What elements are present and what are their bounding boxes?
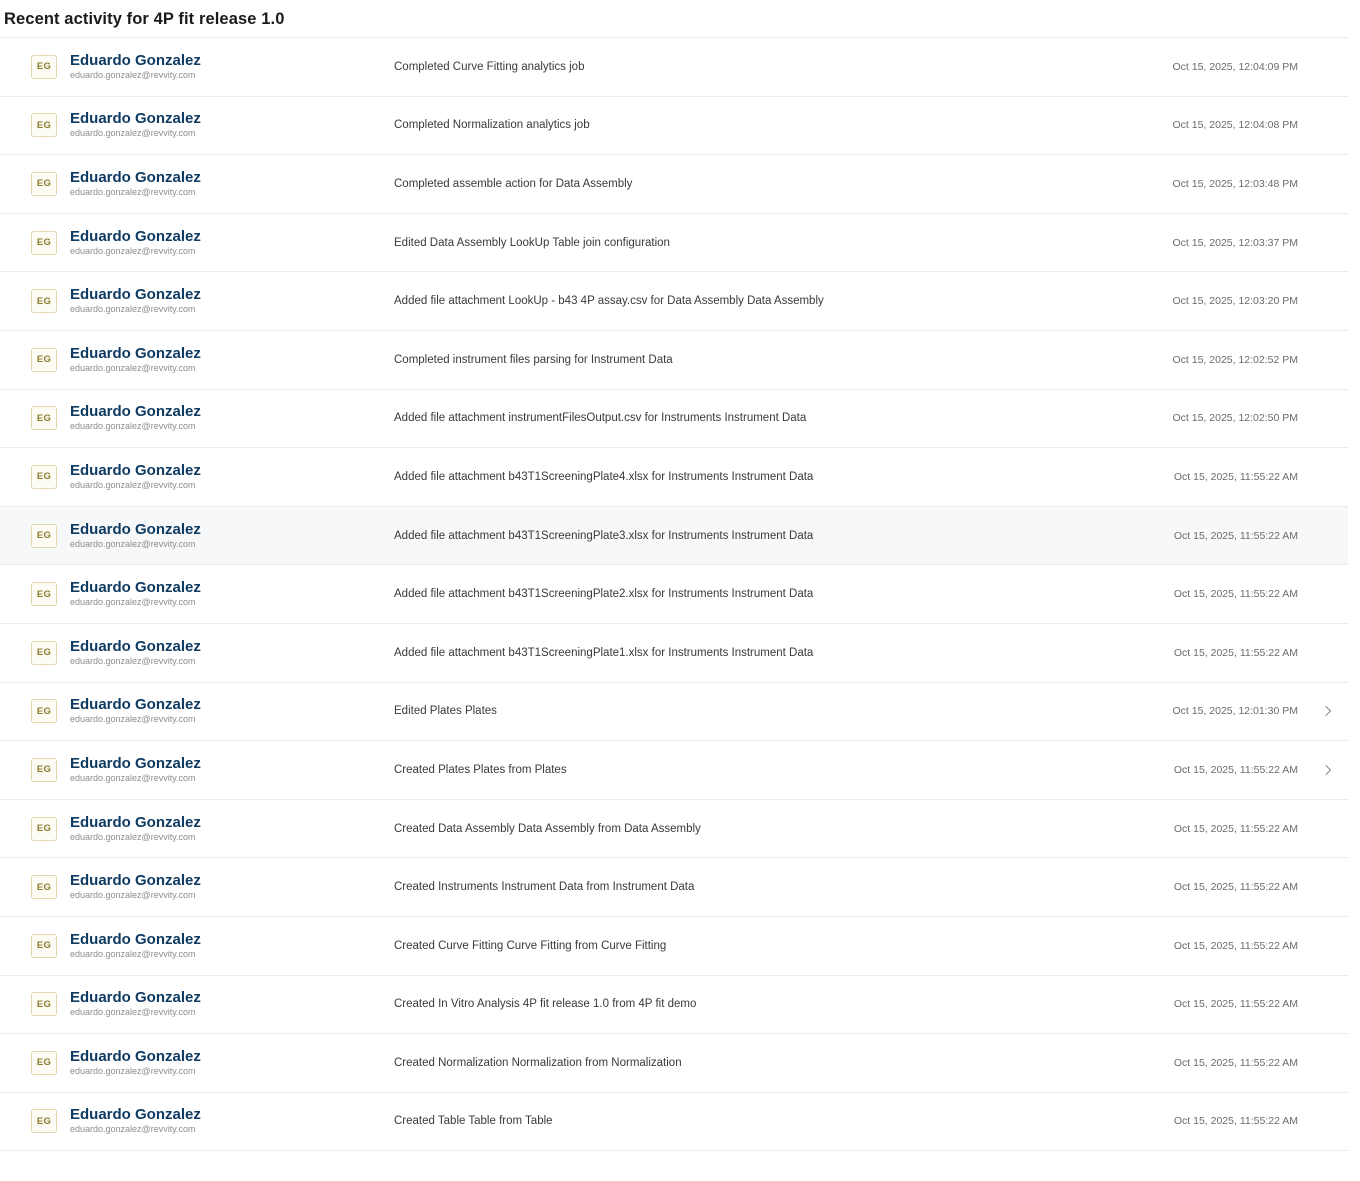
user-cell <box>60 579 388 609</box>
activity-timestamp: Oct 15, 2025, 11:55:22 AM <box>1173 646 1298 659</box>
avatar-cell <box>28 348 60 372</box>
avatar-cell <box>28 465 60 489</box>
chevron-right-icon <box>1308 881 1348 893</box>
chevron-right-icon <box>1308 1115 1348 1127</box>
user-cell <box>60 872 388 902</box>
avatar: EG <box>31 406 57 430</box>
chevron-right-icon <box>1308 471 1348 483</box>
avatar-cell <box>28 641 60 665</box>
activity-timestamp: Oct 15, 2025, 12:02:52 PM <box>1172 353 1298 366</box>
activity-description: Edited Plates Plates <box>394 705 497 718</box>
activity-timestamp: Oct 15, 2025, 12:03:48 PM <box>1172 177 1298 190</box>
avatar: EG <box>31 289 57 313</box>
avatar-cell <box>28 172 60 196</box>
chevron-right-icon <box>1308 588 1348 600</box>
avatar: EG <box>31 641 57 665</box>
activity-timestamp: Oct 15, 2025, 12:02:50 PM <box>1172 412 1298 425</box>
activity-timestamp: Oct 15, 2025, 11:55:22 AM <box>1173 529 1298 542</box>
avatar: EG <box>31 817 57 841</box>
chevron-right-icon <box>1308 412 1348 424</box>
activity-description: Completed instrument files parsing for Instrument Data <box>394 353 673 366</box>
avatar-cell <box>28 817 60 841</box>
activity-description: Added file attachment b43T1ScreeningPlate2.xlsx for Instruments Instrument Data <box>394 588 814 601</box>
activity-row[interactable] <box>0 507 1348 566</box>
chevron-right-icon <box>1308 998 1348 1010</box>
avatar: EG <box>31 758 57 782</box>
chevron-right-icon <box>1308 530 1348 542</box>
chevron-right-icon <box>1308 61 1348 73</box>
user-email: eduardo.gonzalez@revvity.com <box>70 1007 196 1018</box>
user-name[interactable]: Eduardo Gonzalez <box>70 930 201 948</box>
avatar-cell <box>28 1051 60 1075</box>
user-email: eduardo.gonzalez@revvity.com <box>70 948 196 959</box>
avatar: EG <box>31 113 57 137</box>
avatar: EG <box>31 1051 57 1075</box>
avatar-cell <box>28 758 60 782</box>
user-email: eduardo.gonzalez@revvity.com <box>70 597 196 608</box>
page-title: Recent activity for 4P fit release 1.0 <box>4 10 285 28</box>
activity-row[interactable] <box>0 800 1348 859</box>
user-name[interactable]: Eduardo Gonzalez <box>70 227 201 245</box>
user-name[interactable]: Eduardo Gonzalez <box>70 1106 201 1124</box>
activity-description: Added file attachment LookUp - b43 4P assay.csv for Data Assembly Data Assembly <box>394 295 824 308</box>
user-email: eduardo.gonzalez@revvity.com <box>70 714 196 725</box>
activity-timestamp: Oct 15, 2025, 12:03:20 PM <box>1172 295 1298 308</box>
user-name[interactable]: Eduardo Gonzalez <box>70 286 201 304</box>
avatar-cell <box>28 406 60 430</box>
activity-timestamp: Oct 15, 2025, 12:03:37 PM <box>1172 236 1298 249</box>
user-cell <box>60 110 388 140</box>
activity-description: Created Instruments Instrument Data from Instrument Data <box>394 881 695 894</box>
activity-row[interactable] <box>0 741 1348 800</box>
chevron-right-icon <box>1308 647 1348 659</box>
user-name[interactable]: Eduardo Gonzalez <box>70 637 201 655</box>
avatar: EG <box>31 348 57 372</box>
user-name[interactable]: Eduardo Gonzalez <box>70 110 201 128</box>
user-cell <box>60 462 388 492</box>
activity-description: Created In Vitro Analysis 4P fit release 1.0 from 4P fit demo <box>394 998 697 1011</box>
avatar: EG <box>31 1109 57 1133</box>
activity-row[interactable] <box>0 331 1348 390</box>
user-cell <box>60 286 388 316</box>
activity-timestamp: Oct 15, 2025, 11:55:22 AM <box>1173 1115 1298 1128</box>
avatar: EG <box>31 934 57 958</box>
activity-description: Added file attachment instrumentFilesOutput.csv for Instruments Instrument Data <box>394 412 807 425</box>
activity-row[interactable] <box>0 155 1348 214</box>
user-name[interactable]: Eduardo Gonzalez <box>70 872 201 890</box>
user-cell <box>60 521 388 551</box>
avatar: EG <box>31 172 57 196</box>
avatar-cell <box>28 55 60 79</box>
avatar-cell <box>28 582 60 606</box>
activity-timestamp: Oct 15, 2025, 11:55:22 AM <box>1173 998 1298 1011</box>
chevron-right-icon <box>1308 823 1348 835</box>
user-email: eduardo.gonzalez@revvity.com <box>70 831 196 842</box>
user-cell <box>60 638 388 668</box>
activity-row[interactable] <box>0 624 1348 683</box>
activity-timestamp: Oct 15, 2025, 12:04:09 PM <box>1172 60 1298 73</box>
chevron-right-icon[interactable] <box>1308 764 1348 776</box>
activity-row[interactable] <box>0 1093 1348 1152</box>
activity-description: Added file attachment b43T1ScreeningPlate4.xlsx for Instruments Instrument Data <box>394 470 814 483</box>
activity-row[interactable] <box>0 858 1348 917</box>
activity-row[interactable] <box>0 1034 1348 1093</box>
avatar-cell <box>28 231 60 255</box>
user-email: eduardo.gonzalez@revvity.com <box>70 128 196 139</box>
user-email: eduardo.gonzalez@revvity.com <box>70 245 196 256</box>
user-cell <box>60 814 388 844</box>
user-cell <box>60 403 388 433</box>
activity-description: Created Table Table from Table <box>394 1115 553 1128</box>
user-email: eduardo.gonzalez@revvity.com <box>70 304 196 315</box>
activity-description: Edited Data Assembly LookUp Table join configuration <box>394 236 670 249</box>
user-email: eduardo.gonzalez@revvity.com <box>70 655 196 666</box>
activity-timestamp: Oct 15, 2025, 11:55:22 AM <box>1173 470 1298 483</box>
activity-timestamp: Oct 15, 2025, 12:01:30 PM <box>1172 705 1298 718</box>
user-cell <box>60 345 388 375</box>
user-email: eduardo.gonzalez@revvity.com <box>70 890 196 901</box>
activity-row[interactable] <box>0 976 1348 1035</box>
activity-timestamp: Oct 15, 2025, 12:04:08 PM <box>1172 119 1298 132</box>
activity-description: Created Normalization Normalization from Normalization <box>394 1056 682 1069</box>
activity-description: Created Curve Fitting Curve Fitting from Curve Fitting <box>394 939 667 952</box>
activity-description: Created Data Assembly Data Assembly from Data Assembly <box>394 822 701 835</box>
chevron-right-icon <box>1308 237 1348 249</box>
chevron-right-icon <box>1308 940 1348 952</box>
user-name[interactable]: Eduardo Gonzalez <box>70 813 201 831</box>
activity-timestamp: Oct 15, 2025, 11:55:22 AM <box>1173 763 1298 776</box>
activity-row[interactable] <box>0 565 1348 624</box>
activity-row[interactable] <box>0 97 1348 156</box>
activity-row[interactable] <box>0 214 1348 273</box>
avatar: EG <box>31 524 57 548</box>
activity-row[interactable] <box>0 272 1348 331</box>
avatar: EG <box>31 875 57 899</box>
user-name[interactable]: Eduardo Gonzalez <box>70 403 201 421</box>
user-name[interactable]: Eduardo Gonzalez <box>70 344 201 362</box>
user-name[interactable]: Eduardo Gonzalez <box>70 168 201 186</box>
activity-row[interactable] <box>0 448 1348 507</box>
activity-timestamp: Oct 15, 2025, 11:55:22 AM <box>1173 881 1298 894</box>
avatar: EG <box>31 992 57 1016</box>
activity-row[interactable] <box>0 683 1348 742</box>
avatar: EG <box>31 55 57 79</box>
activity-description: Added file attachment b43T1ScreeningPlate3.xlsx for Instruments Instrument Data <box>394 529 814 542</box>
user-name[interactable]: Eduardo Gonzalez <box>70 461 201 479</box>
user-cell <box>60 931 388 961</box>
chevron-right-icon <box>1308 295 1348 307</box>
user-cell <box>60 1048 388 1078</box>
avatar: EG <box>31 465 57 489</box>
avatar-cell <box>28 524 60 548</box>
activity-list <box>0 37 1348 1151</box>
user-email: eduardo.gonzalez@revvity.com <box>70 186 196 197</box>
activity-description: Completed Curve Fitting analytics job <box>394 60 585 73</box>
user-email: eduardo.gonzalez@revvity.com <box>70 772 196 783</box>
user-name[interactable]: Eduardo Gonzalez <box>70 579 201 597</box>
user-cell <box>60 228 388 258</box>
chevron-right-icon <box>1308 119 1348 131</box>
avatar-cell <box>28 289 60 313</box>
user-cell <box>60 52 388 82</box>
avatar-cell <box>28 934 60 958</box>
avatar-cell <box>28 992 60 1016</box>
activity-description: Completed assemble action for Data Assembly <box>394 177 633 190</box>
activity-timestamp: Oct 15, 2025, 11:55:22 AM <box>1173 822 1298 835</box>
user-name[interactable]: Eduardo Gonzalez <box>70 696 201 714</box>
user-cell <box>60 989 388 1019</box>
user-name[interactable]: Eduardo Gonzalez <box>70 1047 201 1065</box>
avatar: EG <box>31 231 57 255</box>
user-email: eduardo.gonzalez@revvity.com <box>70 1124 196 1135</box>
avatar: EG <box>31 699 57 723</box>
avatar-cell <box>28 875 60 899</box>
chevron-right-icon[interactable] <box>1308 705 1348 717</box>
activity-description: Added file attachment b43T1ScreeningPlate1.xlsx for Instruments Instrument Data <box>394 646 814 659</box>
user-name[interactable]: Eduardo Gonzalez <box>70 989 201 1007</box>
activity-description: Created Plates Plates from Plates <box>394 763 567 776</box>
chevron-right-icon <box>1308 354 1348 366</box>
activity-description: Completed Normalization analytics job <box>394 119 590 132</box>
user-cell <box>60 169 388 199</box>
user-email: eduardo.gonzalez@revvity.com <box>70 479 196 490</box>
chevron-right-icon <box>1308 1057 1348 1069</box>
user-email: eduardo.gonzalez@revvity.com <box>70 69 196 80</box>
activity-timestamp: Oct 15, 2025, 11:55:22 AM <box>1173 939 1298 952</box>
activity-row[interactable] <box>0 38 1348 97</box>
footer-spacer <box>0 1151 1360 1181</box>
activity-timestamp: Oct 15, 2025, 11:55:22 AM <box>1173 588 1298 601</box>
user-email: eduardo.gonzalez@revvity.com <box>70 1065 196 1076</box>
user-name[interactable]: Eduardo Gonzalez <box>70 520 201 538</box>
user-name[interactable]: Eduardo Gonzalez <box>70 754 201 772</box>
user-email: eduardo.gonzalez@revvity.com <box>70 538 196 549</box>
user-name[interactable]: Eduardo Gonzalez <box>70 51 201 69</box>
user-cell <box>60 755 388 785</box>
chevron-right-icon <box>1308 178 1348 190</box>
avatar: EG <box>31 582 57 606</box>
avatar-cell <box>28 1109 60 1133</box>
activity-timestamp: Oct 15, 2025, 11:55:22 AM <box>1173 1056 1298 1069</box>
user-cell <box>60 696 388 726</box>
avatar-cell <box>28 113 60 137</box>
user-cell <box>60 1106 388 1136</box>
activity-row[interactable] <box>0 390 1348 449</box>
activity-row[interactable] <box>0 917 1348 976</box>
avatar-cell <box>28 699 60 723</box>
user-email: eduardo.gonzalez@revvity.com <box>70 362 196 373</box>
user-email: eduardo.gonzalez@revvity.com <box>70 421 196 432</box>
